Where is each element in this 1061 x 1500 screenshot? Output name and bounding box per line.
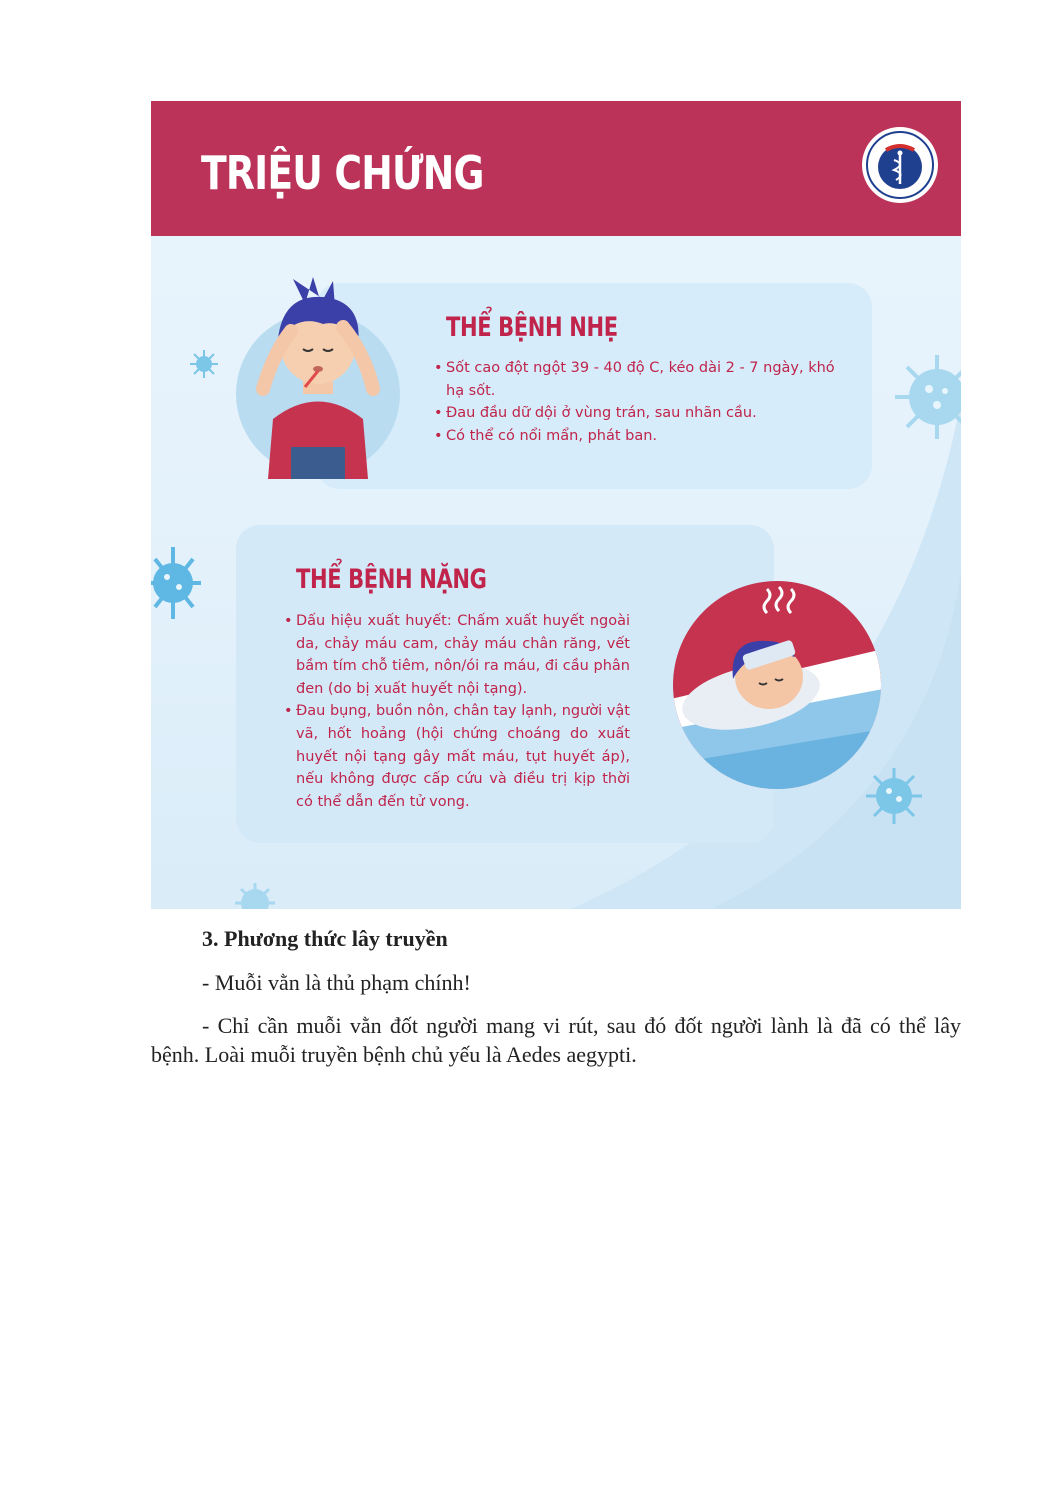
list-item: • Đau đầu dữ dội ở vùng trán, sau nhãn cầu. <box>434 402 854 425</box>
severe-title: THỂ BỆNH NẶNG <box>296 564 487 595</box>
boy-headache-illustration <box>233 269 403 479</box>
mild-title: THỂ BỆNH NHẸ <box>446 312 618 343</box>
virus-icon <box>863 765 925 827</box>
ministry-of-health-logo <box>861 126 939 204</box>
list-item: • Đau bụng, buồn nôn, chân tay lạnh, người vật vã, hốt hoảng (hội chứng choáng do xuất huyết nội tạng gây mất máu, tụt huyết áp), nếu không được cấp cứu và điều trị kịp thời có thể dẫn đến tử vong. <box>284 700 630 813</box>
infographic-header <box>151 101 961 236</box>
virus-icon <box>893 351 961 443</box>
list-item: • Dấu hiệu xuất huyết: Chấm xuất huyết ngoài da, chảy máu cam, chảy máu chân răng, vết bầm tím chỗ tiêm, nôn/ói ra máu, đi cầu phân đen (do bị xuất huyết nội tạng). <box>284 610 630 700</box>
section-heading: 3. Phương thức lây truyền <box>202 926 448 951</box>
mild-symptoms-list <box>434 357 854 447</box>
sick-in-bed-illustration <box>671 579 883 791</box>
list-item: • Có thể có nổi mẩn, phát ban. <box>434 425 854 448</box>
infographic-title: TRIỆU CHỨNG <box>201 146 484 200</box>
symptoms-infographic <box>151 101 961 909</box>
severe-symptoms-list <box>284 610 630 813</box>
list-item: • Sốt cao đột ngột 39 - 40 độ C, kéo dài 2 - 7 ngày, khó hạ sốt. <box>434 357 854 402</box>
virus-icon <box>151 541 205 625</box>
virus-icon <box>233 881 277 909</box>
virus-icon <box>189 349 219 379</box>
paragraph: - Chỉ cần muỗi vằn đốt người mang vi rút, sau đó đốt người lành là đã có thể lây bệnh. Loài muỗi truyền bệnh chủ yếu là Aedes aegypti. <box>151 1013 961 1067</box>
paragraph: - Muỗi vằn là thủ phạm chính! <box>202 970 471 995</box>
